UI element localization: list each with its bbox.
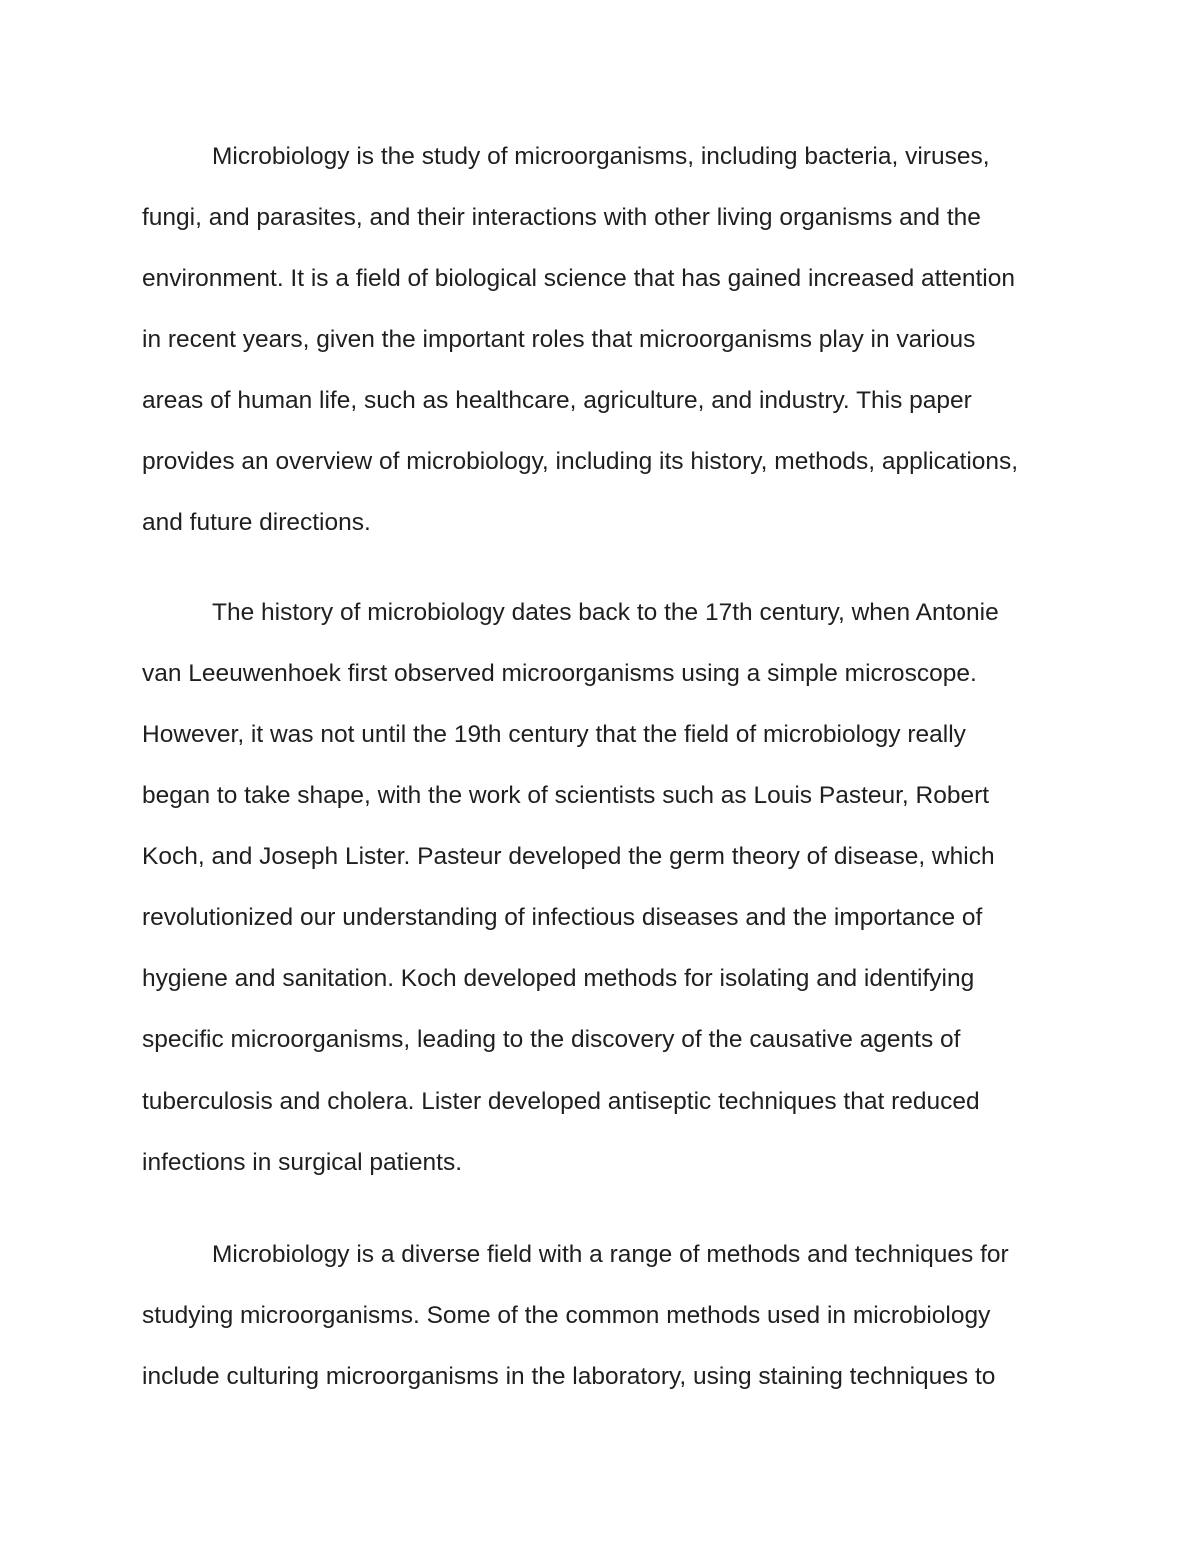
paragraph-line: The history of microbiology dates back to the 17th century, when Antonie: [212, 599, 999, 626]
paragraph-line: Koch, and Joseph Lister. Pasteur developed the germ theory of disease, which: [142, 843, 995, 870]
paragraph-line: However, it was not until the 19th century that the field of microbiology really: [142, 721, 966, 748]
paragraph-line: include culturing microorganisms in the laboratory, using staining techniques to: [142, 1363, 996, 1390]
paragraph-line: hygiene and sanitation. Koch developed methods for isolating and identifying: [142, 965, 975, 992]
paragraph-line: studying microorganisms. Some of the common methods used in microbiology: [142, 1302, 991, 1329]
paragraph-line: specific microorganisms, leading to the discovery of the causative agents of: [142, 1026, 961, 1053]
paragraph-line: tuberculosis and cholera. Lister developed antiseptic techniques that reduced: [142, 1088, 980, 1115]
paragraph-line: areas of human life, such as healthcare, agriculture, and industry. This paper: [142, 387, 972, 414]
paragraph-line: revolutionized our understanding of infectious diseases and the importance of: [142, 904, 983, 931]
paragraph-line: fungi, and parasites, and their interactions with other living organisms and the: [142, 204, 981, 231]
paragraph-line: van Leeuwenhoek first observed microorganisms using a simple microscope.: [142, 660, 977, 687]
paragraph-line: and future directions.: [142, 509, 371, 536]
paragraph-line: in recent years, given the important roles that microorganisms play in various: [142, 326, 976, 353]
paragraph-line: infections in surgical patients.: [142, 1149, 463, 1176]
paragraph-line: environment. It is a field of biological science that has gained increased attention: [142, 265, 1016, 292]
paragraph-line: Microbiology is a diverse field with a range of methods and techniques for: [212, 1241, 1009, 1268]
paragraph-line: began to take shape, with the work of scientists such as Louis Pasteur, Robert: [142, 782, 990, 809]
paragraph-line: Microbiology is the study of microorganisms, including bacteria, viruses,: [212, 143, 990, 170]
paragraph-line: provides an overview of microbiology, including its history, methods, applications,: [142, 448, 1019, 475]
